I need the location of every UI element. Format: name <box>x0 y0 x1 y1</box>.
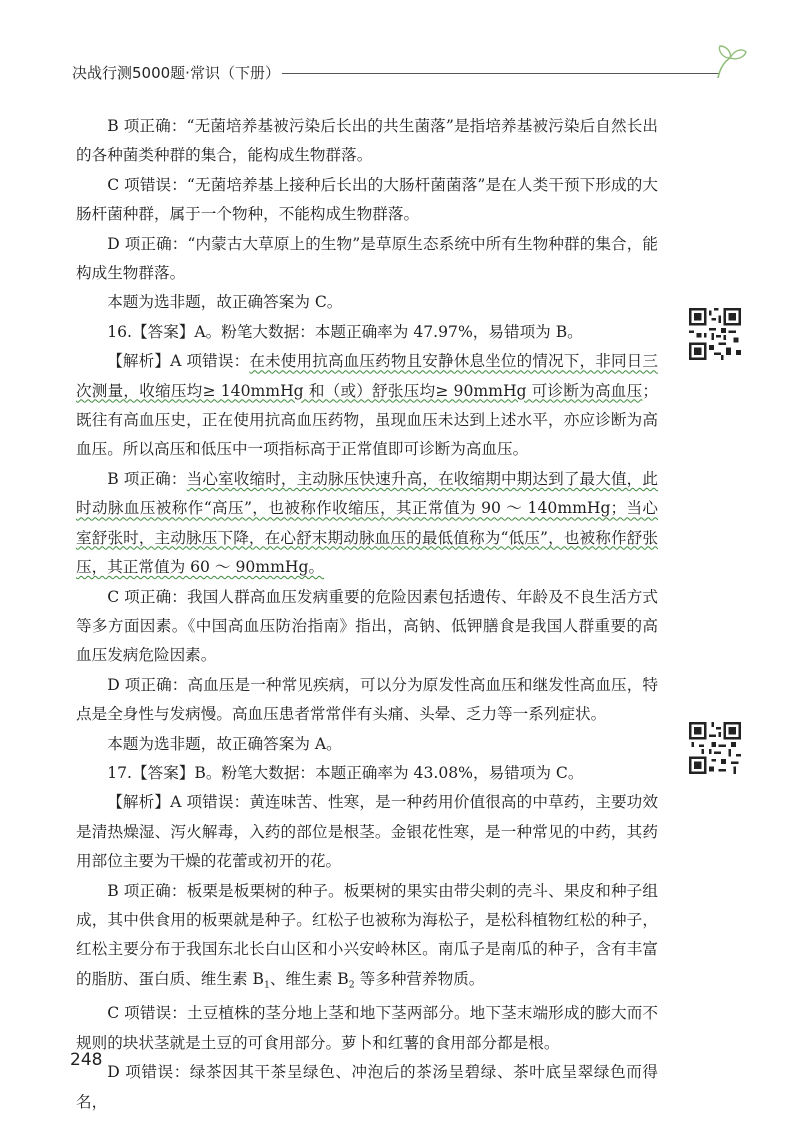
analysis-17-a <box>76 788 658 876</box>
analysis-text: B 项正确：板栗是板栗树的种子。板栗树的果实由带尖刺的壳斗、果皮和种子组成，其中供食用的板栗就是种子。红松子也被称为海松子，是松科植物红松的种子，红松主要分布于我国东北长白山区和小兴安岭林区。南瓜子是南瓜的种子，含有丰富的脂肪、蛋白质、维生素 B <box>76 881 658 988</box>
analysis-text: A 项错误：黄连味苦、性寒，是一种药用价值很高的中草药，主要功效是清热燥湿、泻火解毒，入药的部位是根茎。金银花性寒，是一种常见的中药，其药用部位主要为干燥的花蕾或初开的花。 <box>76 793 658 871</box>
header-rule <box>282 73 720 74</box>
subscript: 2 <box>348 979 355 991</box>
page-body <box>76 112 658 1117</box>
answer-tag: 【答案】 <box>132 322 195 341</box>
underlined-text: 当心室收缩时，主动脉压快速升高，在收缩期中期达到了最大值，此时动脉血压被称作“高压”，也被称作收缩压，其正常值为 90 ～ 140mmHg；当心室舒张时，主动脉压下降，在心舒末期动脉血压的最低值称为“低压”，也被称作舒张压，其正常值为 60 ～ 90mmHg。 <box>76 469 658 577</box>
qr-code-icon[interactable] <box>689 308 741 360</box>
analysis-tag: 【解析】 <box>107 793 171 812</box>
qr-code-icon[interactable] <box>689 722 741 774</box>
answer-text: B。粉笔大数据：本题正确率为 43.08%，易错项为 C。 <box>194 763 584 782</box>
paragraph: B 项正确：“无菌培养基被污染后长出的共生菌落”是指培养基被污染后自然长出的各种菌类种群的集合，能构成生物群落。 <box>76 117 658 165</box>
answer-16 <box>76 318 658 347</box>
option-lead: B 项正确： <box>107 469 187 488</box>
paragraph: D 项正确：“内蒙古大草原上的生物”是草原生态系统中所有生物种群的集合，能构成生物群落。 <box>76 234 658 283</box>
page-number: 248 <box>70 1050 103 1070</box>
leaf-sprout-icon <box>710 44 750 80</box>
analysis-17-b <box>76 877 658 1000</box>
paragraph: C 项错误：“无菌培养基上接种后长出的大肠杆菌菌落”是在人类干预下形成的大肠杆菌种群，属于一个物种，不能构成生物群落。 <box>76 175 658 224</box>
answer-tag: 【答案】 <box>132 763 195 782</box>
option-lead: A 项错误： <box>170 352 250 371</box>
analysis-16-d: D 项正确：高血压是一种常见疾病，可以分为原发性高血压和继发性高血压，特点是全身性与发病慢。高血压患者常常伴有头痛、头晕、乏力等一系列症状。 <box>76 675 658 724</box>
analysis-16-a <box>76 347 658 465</box>
analysis-text: ；既往有高血压史，正在使用抗高血压药物，虽现血压未达到上述水平，亦应诊断为高血压。所以高压和低压中一项指标高于正常值即可诊断为高血压。 <box>76 381 658 459</box>
book-title: 决战行测5000题·常识（下册） <box>72 64 280 82</box>
question-number: 16. <box>107 322 132 341</box>
analysis-text: 等多种营养物质。 <box>354 969 485 988</box>
analysis-17-d: D 项错误：绿茶因其干茶呈绿色、冲泡后的茶汤呈碧绿、茶叶底呈翠绿色而得名， <box>76 1063 658 1111</box>
analysis-tag: 【解析】 <box>107 352 171 371</box>
analysis-16-b <box>76 465 658 583</box>
underlined-text: 在未使用抗高血压药物且安静休息坐位的情况下，非同日三次测量，收缩压均≥ 140mmHg 和（或）舒张压均≥ 90mmHg 可诊断为高血压 <box>76 352 658 400</box>
running-header <box>72 62 750 86</box>
question-number: 17. <box>107 763 132 782</box>
answer-17 <box>76 759 658 788</box>
paragraph: 本题为选非题，故正确答案为 C。 <box>107 293 343 312</box>
subscript: 1 <box>263 979 270 991</box>
analysis-text: 、维生素 B <box>269 969 349 988</box>
analysis-17-c: C 项错误：土豆植株的茎分地上茎和地下茎两部分。地下茎末端形成的膨大而不规则的块状茎就是土豆的可食用部分。萝卜和红薯的食用部分都是根。 <box>76 1004 658 1052</box>
conclusion-16: 本题为选非题，故正确答案为 A。 <box>107 734 342 753</box>
analysis-16-c: C 项正确：我国人群高血压发病重要的危险因素包括遗传、年龄及不良生活方式等多方面因素。《中国高血压防治指南》指出，高钠、低钾膳食是我国人群重要的高血压发病危险因素。 <box>76 587 658 665</box>
answer-text: A。粉笔大数据：本题正确率为 47.97%，易错项为 B。 <box>194 322 583 341</box>
